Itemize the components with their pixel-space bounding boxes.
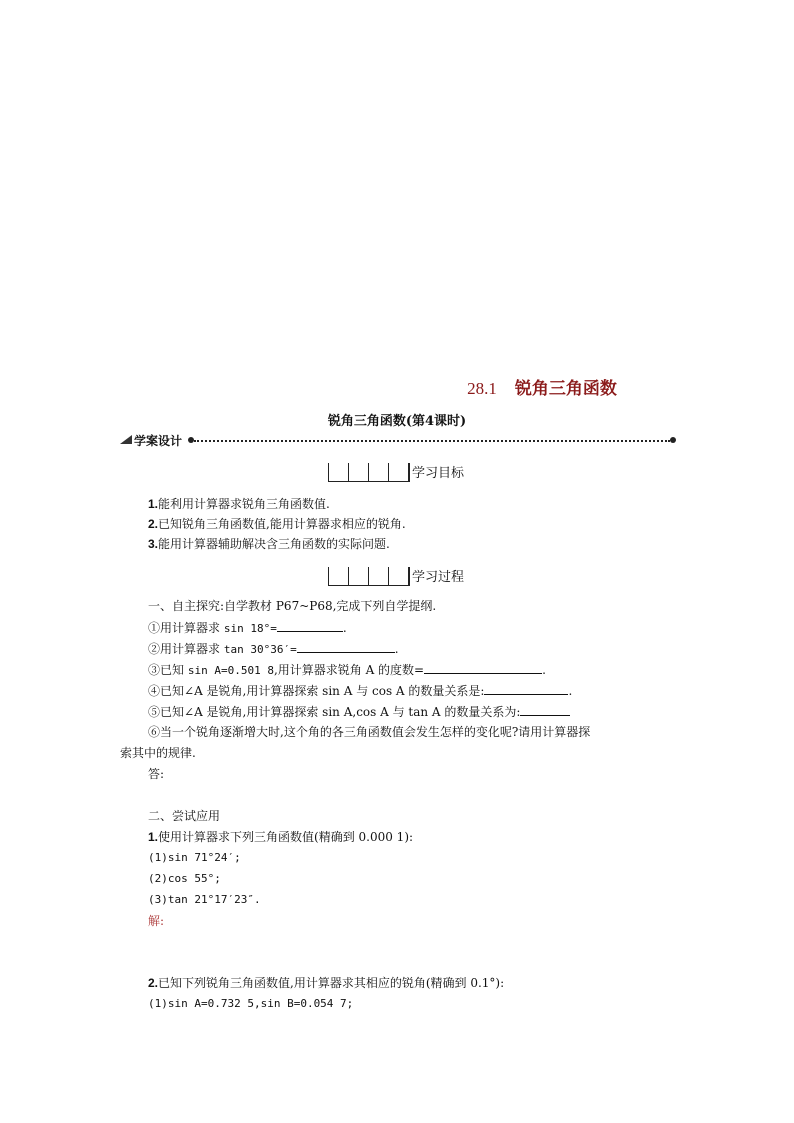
answer-blank[interactable] — [424, 661, 542, 674]
part1-title: 一、自主探究:自学教材 P67~P68,完成下列自学提纲. — [148, 599, 437, 613]
process-heading — [328, 564, 464, 586]
dot-icon — [670, 437, 676, 443]
section-bar — [120, 432, 676, 448]
solution-label: 解: — [148, 914, 165, 928]
question-2: ②用计算器求 tan 30°36′= . — [148, 642, 399, 656]
problem-1-item: (1)sin 71°24′; — [148, 851, 241, 864]
answer-blank[interactable] — [277, 619, 343, 632]
question-4: ④已知∠A 是锐角,用计算器探索 sin A 与 cos A 的数量关系是: . — [148, 684, 573, 698]
question-5: ⑤已知∠A 是锐角,用计算器探索 sin A,cos A 与 tan A 的数量关系为: — [148, 703, 570, 720]
dotted-divider — [194, 440, 670, 442]
answer-blank[interactable] — [520, 703, 570, 716]
answer-blank[interactable] — [484, 682, 568, 695]
page-title — [0, 374, 794, 399]
problem-2-item: (1)sin A=0.732 5,sin B=0.054 7; — [148, 997, 354, 1010]
question-6-line2: 索其中的规律. — [120, 746, 196, 760]
problem-1: 1.使用计算器求下列三角函数值(精确到 0.000 1): — [148, 830, 414, 844]
goal-item: 3.能用计算器辅助解决含三角函数的实际问题. — [148, 537, 390, 551]
goals-heading-text: 学习目标 — [412, 466, 465, 481]
section-number: 28.1 — [467, 379, 497, 398]
process-heading-text: 学习过程 — [412, 570, 465, 585]
answer-blank[interactable] — [297, 640, 395, 653]
bar-label: 学案设计 — [120, 432, 182, 449]
lesson-subtitle: 锐角三角函数(第4课时) — [327, 414, 467, 429]
box-row-icon — [328, 463, 410, 482]
problem-1-item: (2)cos 55°; — [148, 872, 221, 885]
box-row-icon — [328, 567, 410, 586]
question-3: ③已知 sin A=0.501 8,用计算器求锐角 A 的度数= . — [148, 663, 546, 677]
answer-label: 答: — [148, 767, 165, 781]
section-title: 锐角三角函数 — [514, 379, 617, 399]
goal-item: 1.能利用计算器求锐角三角函数值. — [148, 497, 330, 511]
goal-item: 2.已知锐角三角函数值,能用计算器求相应的锐角. — [148, 517, 406, 531]
triangle-icon — [120, 435, 132, 444]
question-1: ①用计算器求 sin 18°= . — [148, 621, 347, 635]
part2-title: 二、尝试应用 — [148, 809, 221, 823]
problem-1-item: (3)tan 21°17′23″. — [148, 893, 261, 906]
goals-heading — [328, 460, 464, 482]
question-6-line1: ⑥当一个锐角逐渐增大时,这个角的各三角函数值会发生怎样的变化呢?请用计算器探 — [148, 725, 591, 739]
problem-2: 2.已知下列锐角三角函数值,用计算器求其相应的锐角(精确到 0.1°): — [148, 976, 505, 990]
